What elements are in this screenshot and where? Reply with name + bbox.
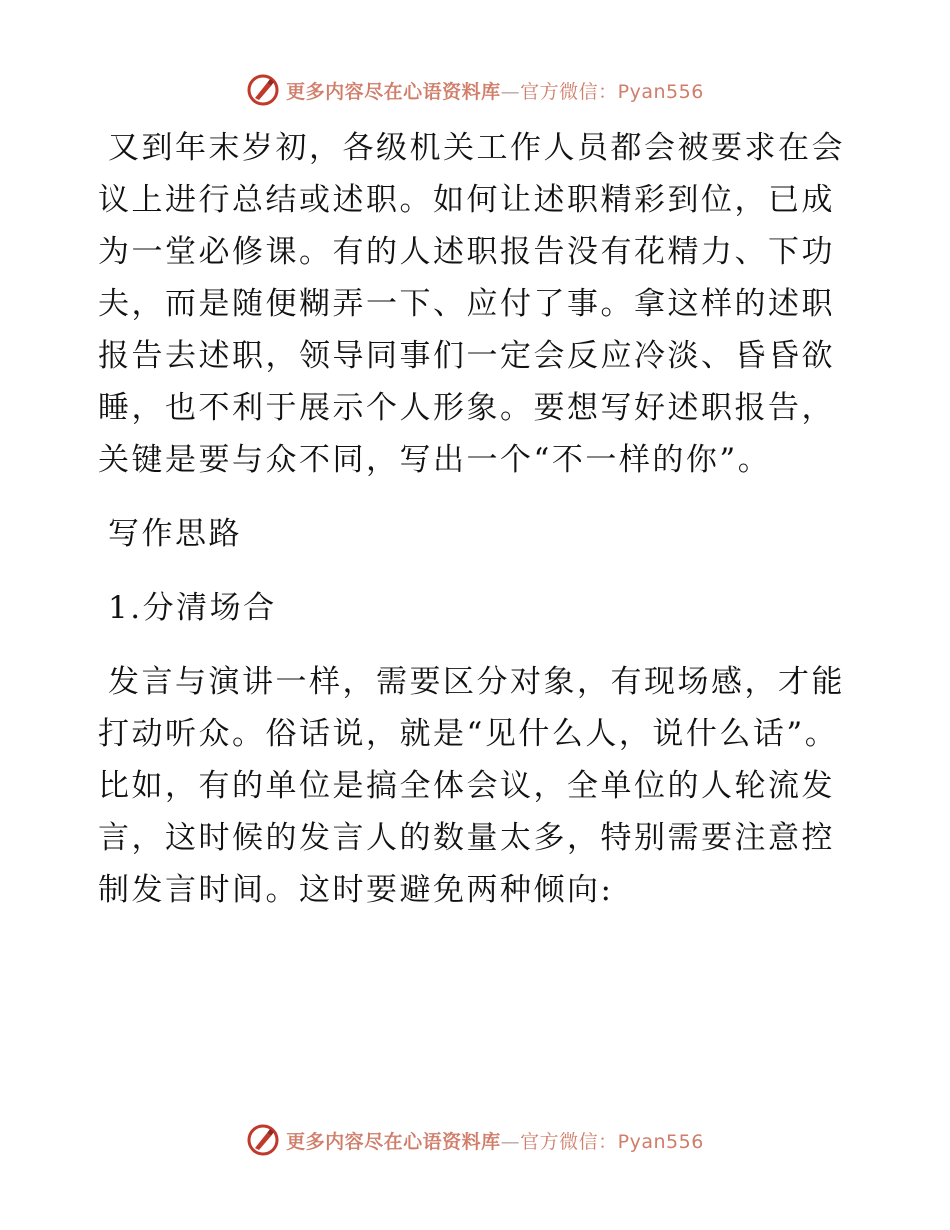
pen-seal-icon: [246, 73, 280, 107]
banner-separator: —: [500, 80, 521, 103]
footer-banner: [0, 1120, 950, 1160]
banner-lead: 更多内容尽在心语资料库: [286, 1130, 501, 1153]
body-paragraph-text: 发言与演讲一样，需要区分对象，有现场感，才能打动听众。俗话说，就是“见什么人，说什么话”。比如，有的单位是搞全体会议，全单位的人轮流发言，这时候的发言人的数量太多，特别需要注意控制发言时间。这时要避免两种倾向:: [98, 664, 845, 908]
banner-wechat: 官方微信：Pyan556: [520, 80, 704, 103]
body-paragraph: [98, 656, 858, 916]
section-heading: 写作思路: [108, 516, 242, 552]
banner-lead: 更多内容尽在心语资料库: [286, 80, 501, 103]
banner-wechat: 官方微信：Pyan556: [520, 1130, 704, 1153]
intro-paragraph: [98, 122, 858, 486]
banner-separator: —: [500, 1130, 521, 1153]
pen-seal-icon: [246, 1123, 280, 1157]
intro-text: 又到年末岁初，各级机关工作人员都会被要求在会议上进行总结或述职。如何让述职精彩到位，已成为一堂必修课。有的人述职报告没有花精力、下功夫，而是随便糊弄一下、应付了事。拿这样的述职报告去述职，领导同事们一定会反应冷淡、昏昏欲睡，也不利于展示个人形象。要想写好述职报告，关键是要与众不同，写出一个“不一样的你”。: [98, 130, 845, 478]
document-body: [98, 122, 858, 916]
subheading: 1.分清场合: [108, 590, 277, 626]
banner-text: [286, 1127, 704, 1154]
banner-text: [286, 77, 704, 104]
header-banner: [0, 70, 950, 110]
